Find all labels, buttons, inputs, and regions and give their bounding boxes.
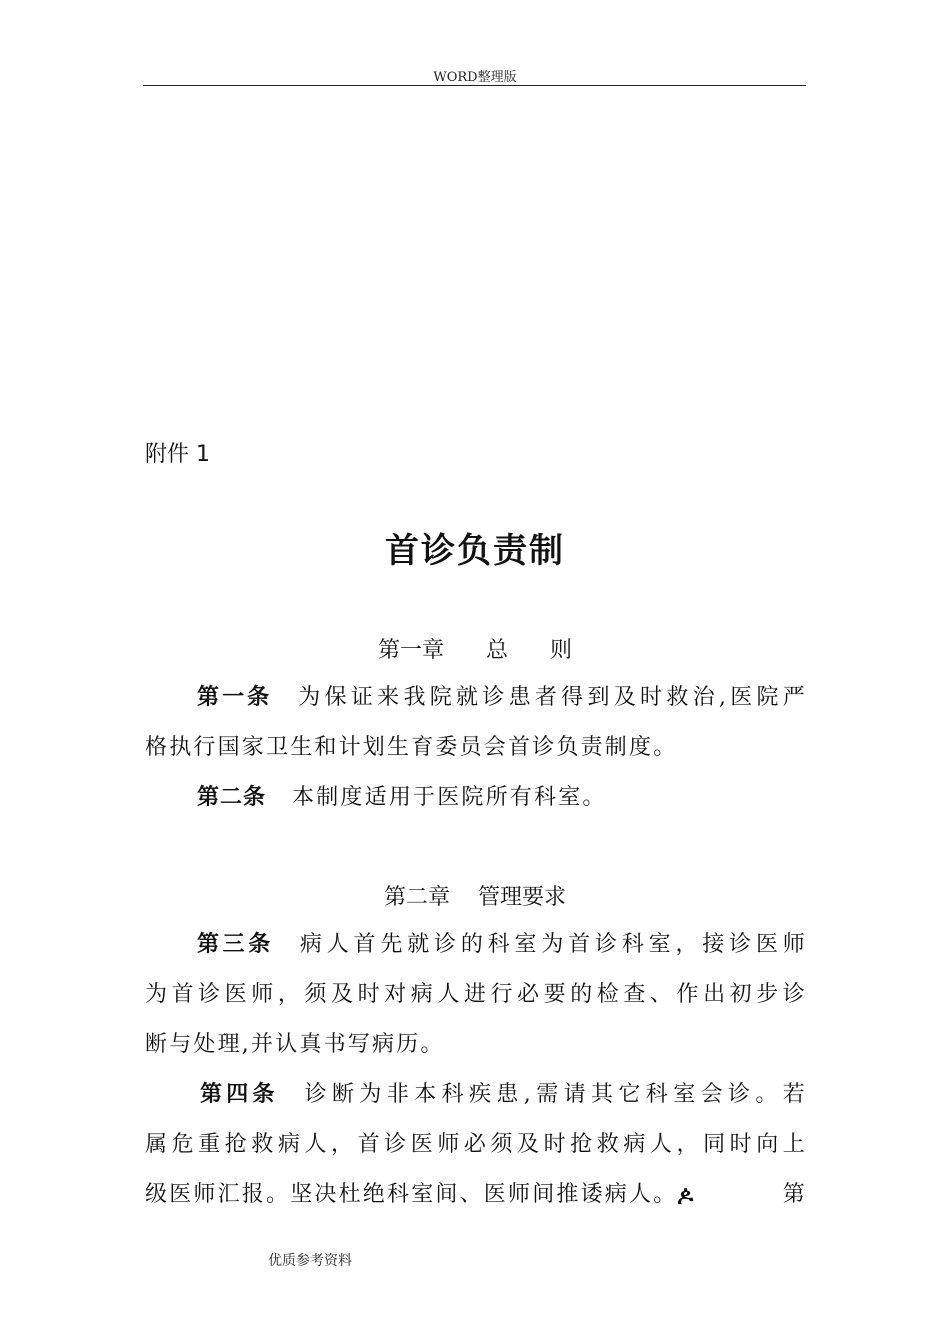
header-rule (143, 85, 806, 86)
article-2-line-1 (197, 783, 807, 813)
article-1-text-2: 格执行国家卫生和计划生育委员会首诊负责制度。 (145, 735, 678, 760)
article-3-text-1: 病人首先就诊的科室为首诊科室，接诊医师 (299, 932, 807, 957)
article-3-text-3: 断与处理,并认真书写病历。 (145, 1032, 445, 1057)
article-2-label: 第二条 (197, 785, 267, 810)
article-4-text-1: 诊断为非本科疾患,需请其它科室会诊。若 (304, 1082, 807, 1107)
attachment-label: 附件 1 (145, 442, 210, 467)
chapter-1-heading: 第一章 总 则 (378, 638, 572, 663)
page-header: WORD整理版 (433, 70, 517, 85)
article-4-text-2: 属危重抢救病人，首诊医师必须及时抢救病人，同时向上 (145, 1132, 807, 1157)
article-4-text-3: 级医师汇报。坚决杜绝科室间、医师间推诿病人。 (145, 1182, 678, 1207)
article-3-label: 第三条 (197, 932, 274, 957)
document-title: 首诊负责制 (385, 531, 565, 571)
chapter-2-heading: 第二章 管理要求 (384, 885, 566, 910)
page-footer: 优质参考资料 (268, 1253, 352, 1269)
article-3-text-2: 为首诊医师，须及时对病人进行必要的检查、作出初步诊 (145, 982, 807, 1007)
article-1-label: 第一条 (197, 685, 273, 710)
article-4-line-1 (200, 1080, 807, 1110)
article-4-label: 第四条 (200, 1082, 279, 1107)
article-2-text-1: 本制度适用于医院所有科室。 (292, 785, 607, 810)
article-4-line-3 (145, 1180, 807, 1210)
article-3-line-1 (197, 930, 807, 960)
stray-glyph: ዾ (677, 1182, 696, 1207)
article-1-text-1: 为保证来我院就诊患者得到及时救治,医院严 (298, 685, 807, 710)
article-1-line-1 (197, 683, 807, 713)
next-article-fragment: 第 (782, 1182, 807, 1207)
